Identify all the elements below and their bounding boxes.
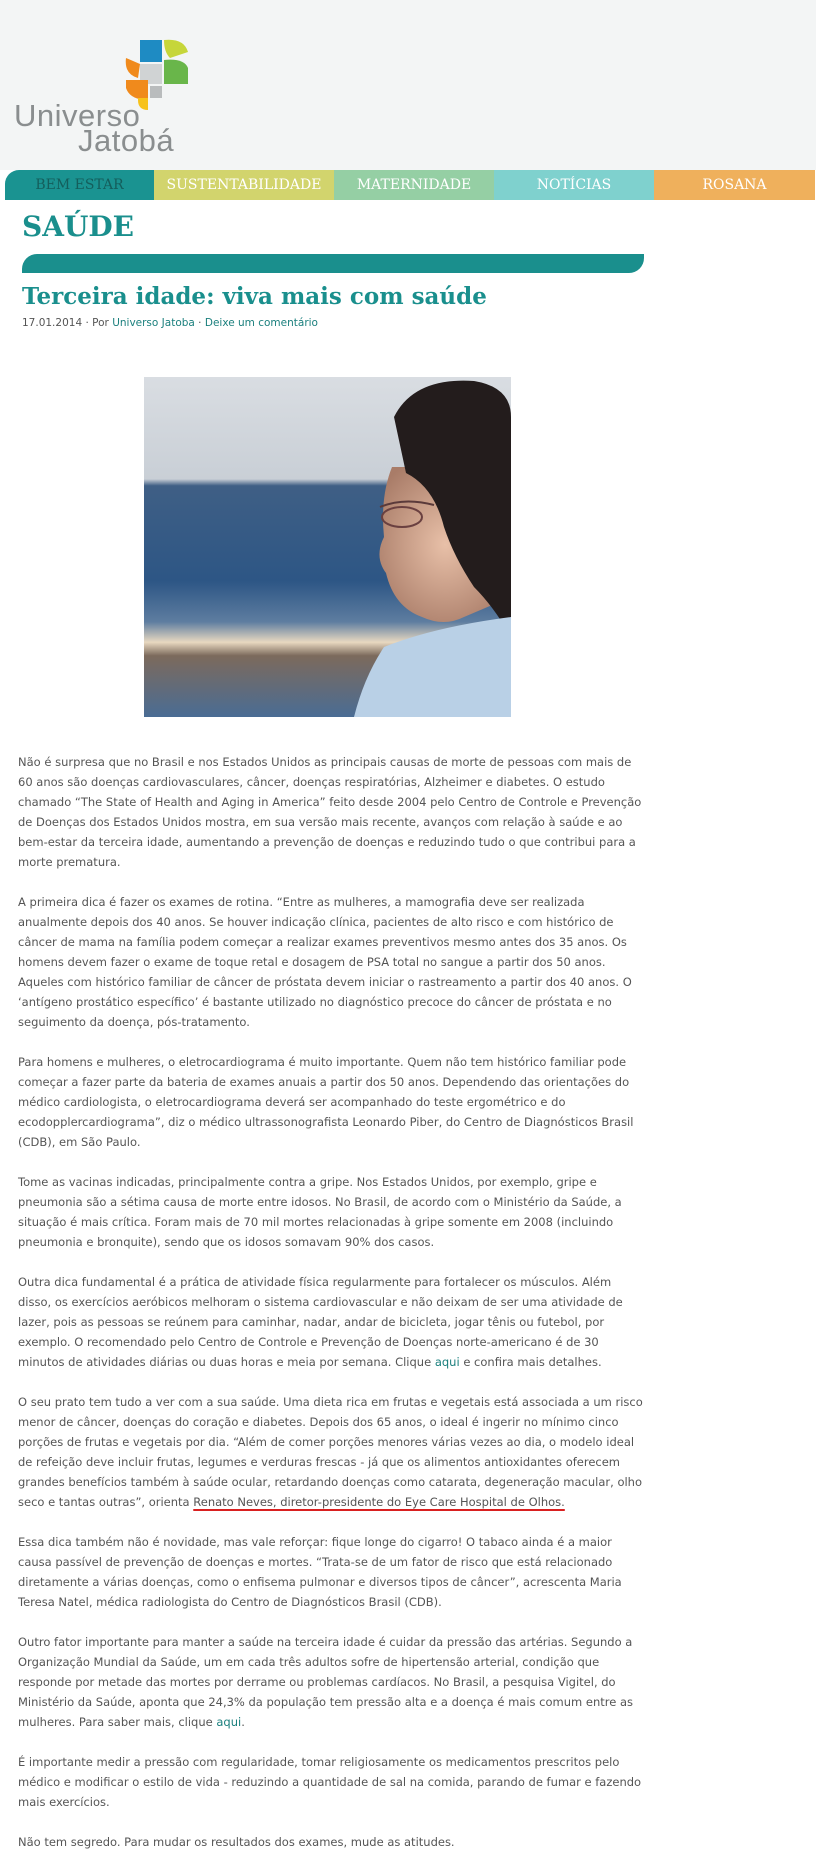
post-by: · Por [82,317,113,329]
paragraph: A primeira dica é fazer os exames de rotina. “Entre as mulheres, a mamografia deve ser realizada anualmente depois dos 40 anos. Se houver indicação clínica, pacientes de alto risco e com histórico de câncer de mama na família podem começar a realizar exames preventivos mesmo antes dos 35 anos. Os homens devem fazer o exame de toque retal e dosagem de PSA total no sangue a partir dos 50 anos. Aqueles com histórico familiar de câncer de próstata devem iniciar o rastreamento a partir dos 40 anos. O ‘antígeno prostático específico’ é bastante utilizado no diagnóstico precoce do câncer de próstata e no seguimento da doença, pós-tratamento. [18,895,632,1029]
paragraph-text: e confira mais detalhes. [459,1355,602,1369]
paragraph-text: . [241,1715,245,1729]
site-logo[interactable] [12,38,212,158]
paragraph [18,1632,643,1732]
post-meta [22,317,318,329]
author-link[interactable]: Universo Jatoba [112,317,195,329]
inline-link[interactable]: aqui [434,1355,460,1369]
nav-tab-noticias[interactable]: NOTÍCIAS [494,170,654,200]
paragraph: Não tem segredo. Para mudar os resultados dos exames, mude as atitudes. [18,1835,455,1849]
nav-tab-rosana[interactable]: ROSANA [654,170,815,200]
site-header [0,0,816,170]
paragraph: Para homens e mulheres, o eletrocardiograma é muito importante. Quem não tem histórico familiar pode começar a fazer parte da bateria de exames anuais a partir dos 50 anos. Dependendo das orientações do médico cardiologista, o eletrocardiograma deverá ser acompanhado do teste ergométrico e do ecodopplercardiograma”, diz o médico ultrassonografista Leonardo Piber, do Centro de Diagnósticos Brasil (CDB), em São Paulo. [18,1055,634,1149]
article-body [18,752,643,1872]
meta-separator: · [194,317,205,329]
logo-text-line2: Jatobá [78,123,175,158]
article-photo [144,377,511,717]
post-title[interactable]: Terceira idade: viva mais com saúde [22,283,487,310]
paragraph: É importante medir a pressão com regularidade, tomar religiosamente os medicamentos prescritos pelo médico e modificar o estilo de vida - reduzindo a quantidade de sal na comida, parando de fumar e fazendo mais exercícios. [18,1755,642,1809]
nav-tab-bem-estar[interactable]: BEM ESTAR [5,170,154,200]
section-divider [22,254,644,273]
comment-link[interactable]: Deixe um comentário [204,317,318,329]
logo-text-line1: Universo [14,98,141,133]
post-date: 17.01.2014 [22,317,83,329]
paragraph: Não é surpresa que no Brasil e nos Estados Unidos as principais causas de morte de pessoas com mais de 60 anos são doenças cardiovasculares, câncer, doenças respiratórias, Alzheimer e diabetes. O estudo chamado “The State of Health and Aging in America” feito desde 2004 pelo Centro de Controle e Prevenção de Doenças dos Estados Unidos mostra, em sua versão mais recente, avanços com relação à saúde e ao bem-estar da terceira idade, aumentando a prevenção de doenças e reduzindo tudo o que contribui para a morte prematura. [18,755,642,869]
paragraph-text: Outra dica fundamental é a prática de atividade física regularmente para fortalecer os músculos. Além disso, os exercícios aeróbicos melhoram o sistema cardiovascular e não deixam de ser uma atividade de lazer, pois as pessoas se reúnem para caminhar, nadar, andar de bicicleta, jogar tênis ou futebol, por exemplo. O recomendado pelo Centro de Controle e Prevenção de Doenças norte-americano é de 30 minutos de atividades diárias ou duas horas e meia por semana. Clique [18,1275,623,1369]
paragraph [18,1272,643,1372]
nav-tab-sustentabilidade[interactable]: SUSTENTABILIDADE [154,170,334,200]
inline-link[interactable]: aqui [216,1715,242,1729]
section-title: SAÚDE [22,210,134,243]
paragraph-text: Outro fator importante para manter a saúde na terceira idade é cuidar da pressão das artérias. Segundo a Organização Mundial da Saúde, um em cada três adultos sofre de hipertensão arterial, condição que responde por metade das mortes por derrame ou problemas cardíacos. No Brasil, a pesquisa Vigitel, do Ministério da Saúde, aponta que 24,3% da população tem pressão alta e a doença é mais comum entre as mulheres. Para saber mais, clique [18,1635,634,1729]
paragraph: Essa dica também não é novidade, mas vale reforçar: fique longe do cigarro! O tabaco ainda é a maior causa passível de prevenção de doenças e mortes. “Trata-se de um fator de risco que está relacionado diretamente a várias doenças, como o enfisema pulmonar e diversos tipos de câncer”, acrescenta Maria Teresa Natel, médica radiologista do Centro de Diagnósticos Brasil (CDB). [18,1535,622,1609]
paragraph: Tome as vacinas indicadas, principalmente contra a gripe. Nos Estados Unidos, por exemplo, gripe e pneumonia são a sétima causa de morte entre idosos. No Brasil, de acordo com o Ministério da Saúde, a situação é mais crítica. Foram mais de 70 mil mortes relacionadas à gripe somente em 2008 (incluindo pneumonia e bronquite), sendo que os idosos somavam 90% dos casos. [18,1175,622,1249]
highlighted-quote-source: Renato Neves, diretor-presidente do Eye Care Hospital de Olhos. [193,1495,565,1509]
paragraph [18,1392,643,1512]
paragraph-text: O seu prato tem tudo a ver com a sua saúde. Uma dieta rica em frutas e vegetais está associada a um risco menor de câncer, doenças do coração e diabetes. Depois dos 65 anos, o ideal é ingerir no mínimo cinco porções de frutas e vegetais por dia. “Além de comer porções menores várias vezes ao dia, o modelo ideal de refeição deve incluir frutas, legumes e verduras frescas - já que os alimentos antioxidantes oferecem grandes benefícios também à saúde ocular, retardando doenças como catarata, degeneração macular, olho seco e tantas outras”, orienta [18,1395,643,1509]
nav-tab-maternidade[interactable]: MATERNIDADE [334,170,494,200]
main-nav [5,170,815,200]
